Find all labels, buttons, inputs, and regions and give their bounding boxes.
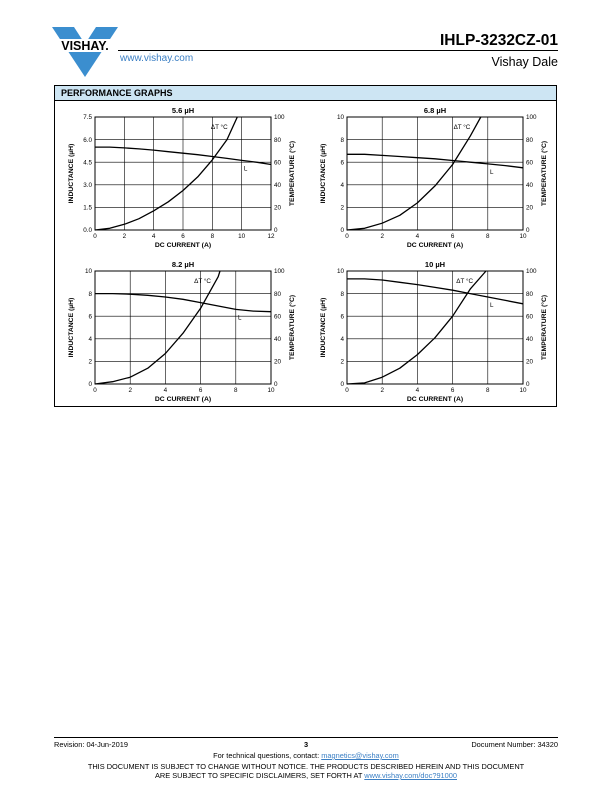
- y2-axis-label: TEMPERATURE (°C): [289, 140, 296, 207]
- disclaimer-prefix: ARE SUBJECT TO SPECIFIC DISCLAIMERS, SET FORTH AT: [154, 771, 365, 780]
- y-tick-label: 4: [340, 182, 344, 189]
- x-tick-label: 8: [486, 387, 490, 394]
- logo-text: VISHAY.: [61, 39, 109, 53]
- x-axis-label: DC CURRENT (A): [154, 396, 212, 403]
- y-tick-label: 0: [340, 381, 344, 389]
- y-tick-label: 6: [340, 159, 344, 167]
- y2-tick-label: 60: [526, 313, 534, 321]
- y-tick-label: 4: [88, 336, 92, 343]
- x-tick-label: 8: [210, 233, 215, 240]
- chart-title: 6.8 µH: [423, 106, 447, 115]
- y2-tick-label: 40: [274, 182, 282, 189]
- y-tick-label: 8: [340, 136, 344, 144]
- y2-axis-label: TEMPERATURE (°C): [289, 294, 296, 361]
- x-axis-label: DC CURRENT (A): [154, 242, 212, 249]
- header-divider: [118, 50, 558, 51]
- y-tick-label: 10: [336, 114, 344, 122]
- series-label-temperature: ΔT °C: [194, 278, 211, 285]
- inductance-curve: [347, 154, 523, 168]
- y-axis-label: INDUCTANCE (µH): [68, 297, 75, 358]
- disclaimer-line-2: [0, 771, 612, 780]
- x-tick-label: 12: [267, 233, 275, 240]
- y2-tick-label: 0: [526, 227, 530, 235]
- x-tick-label: 6: [181, 233, 185, 240]
- x-tick-label: 10: [519, 387, 527, 394]
- y-tick-label: 6: [88, 313, 92, 321]
- vishay-logo: [52, 27, 118, 77]
- series-label-temperature: ΔT °C: [453, 124, 471, 131]
- website-link[interactable]: www.vishay.com: [120, 53, 194, 64]
- part-number: IHLP-3232CZ-01: [439, 32, 558, 49]
- y2-axis-label: TEMPERATURE (°C): [541, 140, 548, 207]
- y2-tick-label: 20: [526, 358, 534, 366]
- y2-tick-label: 80: [526, 136, 534, 144]
- y2-tick-label: 0: [274, 381, 278, 389]
- series-label-temperature: ΔT °C: [210, 124, 228, 131]
- y-tick-label: 10: [84, 268, 92, 276]
- inductance-curve: [347, 279, 523, 304]
- series-label-inductance: L: [238, 314, 242, 322]
- revision-date: Revision: 04-Jun-2019: [54, 740, 128, 749]
- contact-prefix: For technical questions, contact:: [213, 751, 322, 760]
- y-axis-label: INDUCTANCE (µH): [68, 143, 75, 204]
- y2-tick-label: 20: [274, 204, 282, 212]
- x-tick-label: 10: [519, 233, 527, 240]
- x-tick-label: 4: [415, 233, 420, 240]
- x-tick-label: 6: [198, 387, 203, 394]
- y-tick-label: 6.0: [83, 136, 92, 144]
- y-tick-label: 2: [88, 358, 92, 366]
- y-tick-label: 4: [340, 336, 344, 343]
- y-tick-label: 2: [340, 204, 344, 212]
- disclaimer-link[interactable]: www.vishay.com/doc?91000: [364, 771, 457, 780]
- x-tick-label: 4: [151, 233, 156, 240]
- chart-title: 5.6 µH: [171, 106, 195, 115]
- y-tick-label: 0: [340, 227, 344, 235]
- y-tick-label: 7.5: [83, 114, 92, 122]
- y2-tick-label: 40: [274, 336, 282, 343]
- document-number: Document Number: 34320: [471, 740, 558, 749]
- page-number: 3: [303, 740, 309, 749]
- x-tick-label: 2: [122, 233, 127, 240]
- y2-tick-label: 20: [526, 204, 534, 212]
- y2-tick-label: 100: [526, 268, 537, 276]
- y-tick-label: 8: [340, 290, 344, 298]
- y-tick-label: 2: [340, 358, 344, 366]
- y2-tick-label: 20: [274, 358, 282, 366]
- plot-frame: [347, 117, 523, 230]
- y2-tick-label: 60: [274, 159, 282, 167]
- x-tick-label: 0: [93, 233, 97, 240]
- temperature-curve: [347, 117, 481, 230]
- y2-axis-label: TEMPERATURE (°C): [541, 294, 548, 361]
- temperature-curve: [95, 271, 220, 384]
- x-tick-label: 4: [163, 387, 168, 394]
- x-tick-label: 2: [128, 387, 132, 394]
- y-tick-label: 6: [340, 313, 344, 321]
- y2-tick-label: 80: [274, 290, 282, 298]
- y2-tick-label: 0: [274, 227, 278, 235]
- y-axis-label: INDUCTANCE (µH): [320, 143, 327, 204]
- y2-tick-label: 60: [526, 159, 534, 167]
- y-tick-label: 3.0: [83, 182, 92, 189]
- contact-line: [0, 751, 612, 760]
- y2-tick-label: 40: [526, 336, 534, 343]
- y2-tick-label: 40: [526, 182, 534, 189]
- y2-tick-label: 100: [526, 114, 537, 122]
- graph-6-8uh: [312, 102, 552, 252]
- series-label-inductance: L: [490, 301, 494, 309]
- footer-divider: [54, 737, 558, 738]
- graph-10uh: [312, 256, 552, 406]
- x-tick-label: 0: [345, 387, 349, 394]
- x-tick-label: 10: [238, 233, 246, 240]
- series-label-temperature: ΔT °C: [456, 278, 474, 285]
- x-tick-label: 0: [345, 233, 349, 240]
- series-label-inductance: L: [243, 165, 248, 173]
- plot-frame: [95, 271, 271, 384]
- y2-tick-label: 100: [274, 114, 285, 122]
- x-tick-label: 6: [450, 233, 455, 240]
- y-tick-label: 0.0: [83, 227, 92, 235]
- x-tick-label: 6: [450, 387, 455, 394]
- y-axis-label: INDUCTANCE (µH): [320, 297, 327, 358]
- brand-name: Vishay Dale: [491, 55, 558, 69]
- x-tick-label: 8: [234, 387, 238, 394]
- y-tick-label: 4.5: [83, 159, 92, 167]
- x-tick-label: 2: [380, 233, 384, 240]
- y-tick-label: 10: [336, 268, 344, 276]
- x-tick-label: 8: [486, 233, 490, 240]
- series-label-inductance: L: [490, 168, 494, 176]
- section-title: PERFORMANCE GRAPHS: [55, 86, 556, 101]
- x-tick-label: 0: [93, 387, 97, 394]
- y2-tick-label: 60: [274, 313, 282, 321]
- y-tick-label: 1.5: [83, 204, 92, 212]
- contact-email-link[interactable]: magnetics@vishay.com: [321, 751, 399, 760]
- y-tick-label: 0: [88, 381, 92, 389]
- x-axis-label: DC CURRENT (A): [406, 242, 464, 249]
- temperature-curve: [95, 117, 237, 230]
- x-tick-label: 2: [380, 387, 384, 394]
- y2-tick-label: 0: [526, 381, 530, 389]
- temperature-curve: [347, 271, 486, 384]
- y2-tick-label: 80: [526, 290, 534, 298]
- y-tick-label: 8: [88, 290, 92, 298]
- y2-tick-label: 100: [274, 268, 285, 276]
- disclaimer-line-1: THIS DOCUMENT IS SUBJECT TO CHANGE WITHOUT NOTICE. THE PRODUCTS DESCRIBED HEREIN AND THIS DOCUMENT: [87, 762, 525, 771]
- x-tick-label: 10: [267, 387, 275, 394]
- chart-title: 8.2 µH: [171, 260, 195, 269]
- x-axis-label: DC CURRENT (A): [406, 396, 464, 403]
- graph-8-2uh: [60, 256, 300, 406]
- graph-5-6uh: [60, 102, 300, 252]
- x-tick-label: 4: [415, 387, 420, 394]
- chart-title: 10 µH: [424, 260, 446, 269]
- inductance-curve: [95, 294, 271, 312]
- y2-tick-label: 80: [274, 136, 282, 144]
